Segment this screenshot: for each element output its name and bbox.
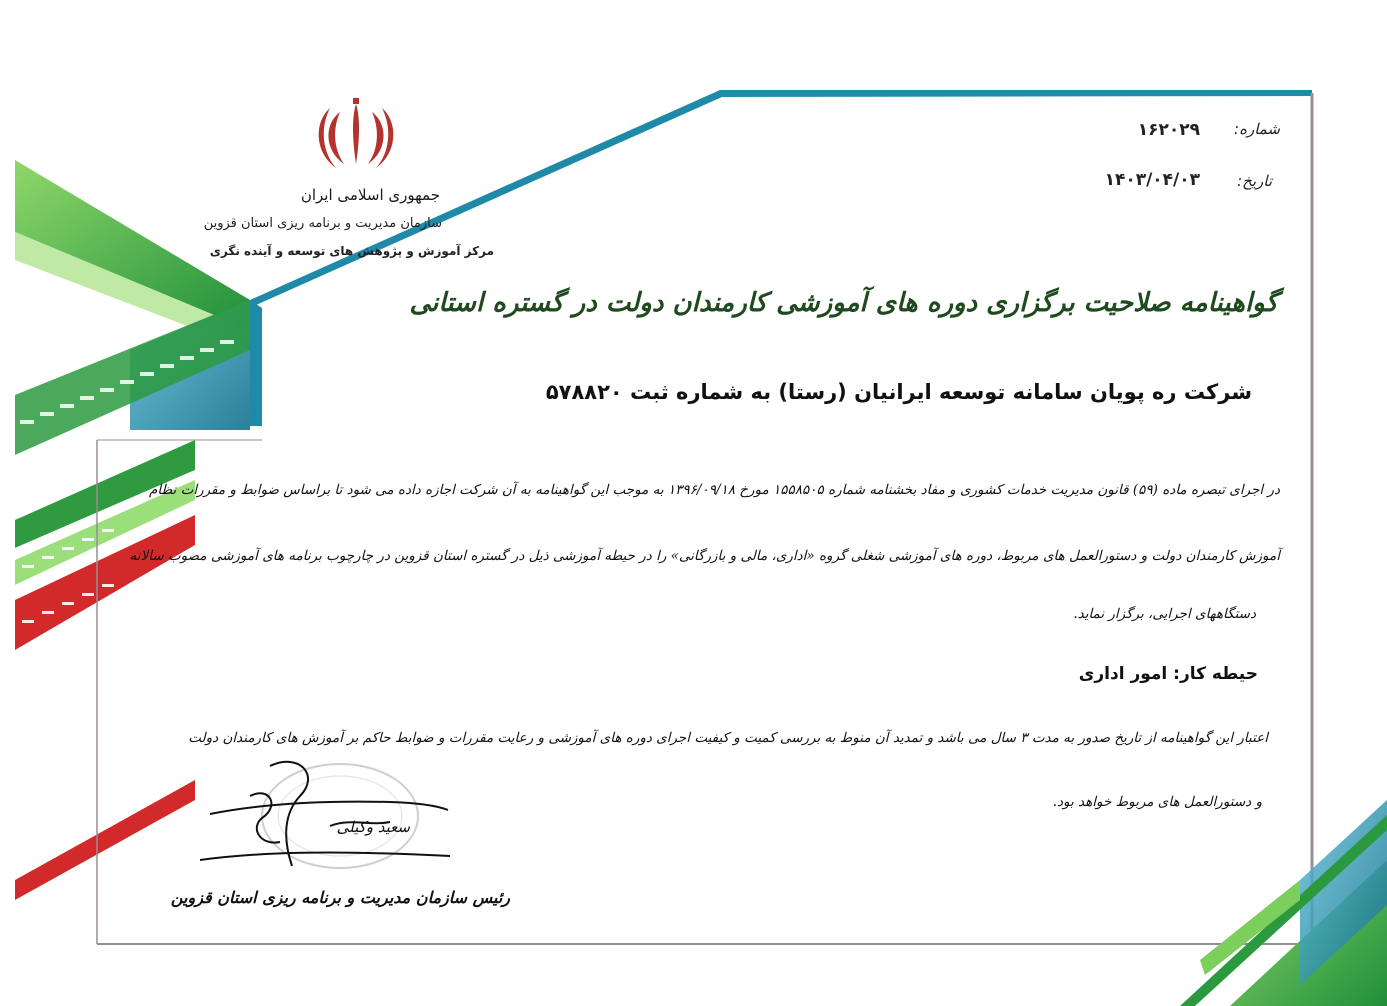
work-scope: حیطه کار: امور اداری — [1078, 664, 1258, 684]
body-line-3: دستگاههای اجرایی، برگزار نماید. — [1073, 606, 1256, 622]
iran-emblem-icon — [310, 98, 402, 174]
header-country: جمهوری اسلامی ایران — [300, 186, 440, 204]
signatory-name: سعید وکیلی — [336, 818, 410, 836]
signatory-title: رئیس سازمان مدیریت و برنامه ریزی استان قزوین — [170, 888, 510, 907]
certificate-title: گواهینامه صلاحیت برگزاری دوره های آموزشی کارمندان دولت در گستره استانی — [409, 288, 1278, 318]
body-line-1: در اجرای تبصره ماده (۵۹) قانون مدیریت خدمات کشوری و مفاد بخشنامه شماره ۱۵۵۸۵۰۵ مورخ ۱۳۹۶/۰۹/۱۸ به موجب این گواهینامه به آن شرکت اجازه داده می شود تا براساس ضوابط و مقررات نظام — [149, 482, 1280, 498]
number-label: شماره: — [1234, 120, 1280, 138]
validity-line-2: و دستورالعمل های مربوط خواهد بود. — [1052, 794, 1262, 810]
date-value: ۱۴۰۳/۰۴/۰۳ — [1104, 170, 1200, 190]
company-name: شرکت ره پویان سامانه توسعه ایرانیان (رستا) به شماره ثبت ۵۷۸۸۲۰ — [545, 380, 1252, 404]
validity-line-1: اعتبار این گواهینامه از تاریخ صدور به مدت ۳ سال می باشد و تمدید آن منوط به بررسی کمیت و کیفیت اجرای دوره های آموزشی و رعایت مقررات و ضوابط حاکم بر آموزش های کارمندان دولت — [188, 730, 1268, 746]
header-organization: سازمان مدیریت و برنامه ریزی استان قزوین — [203, 216, 442, 231]
header-center: مرکز آموزش و پژوهش های توسعه و آینده نگری — [209, 244, 494, 258]
number-value: ۱۶۲۰۲۹ — [1137, 120, 1200, 140]
date-label: تاریخ: — [1237, 172, 1272, 190]
body-line-2: آموزش کارمندان دولت و دستورالعمل های مربوط، دوره های آموزشی شغلی گروه «اداری، مالی و بازرگانی» را در حیطه آموزشی ذیل در گستره استان قزوین در چارچوب برنامه های آموزشی مصوب سالانه — [129, 548, 1280, 564]
